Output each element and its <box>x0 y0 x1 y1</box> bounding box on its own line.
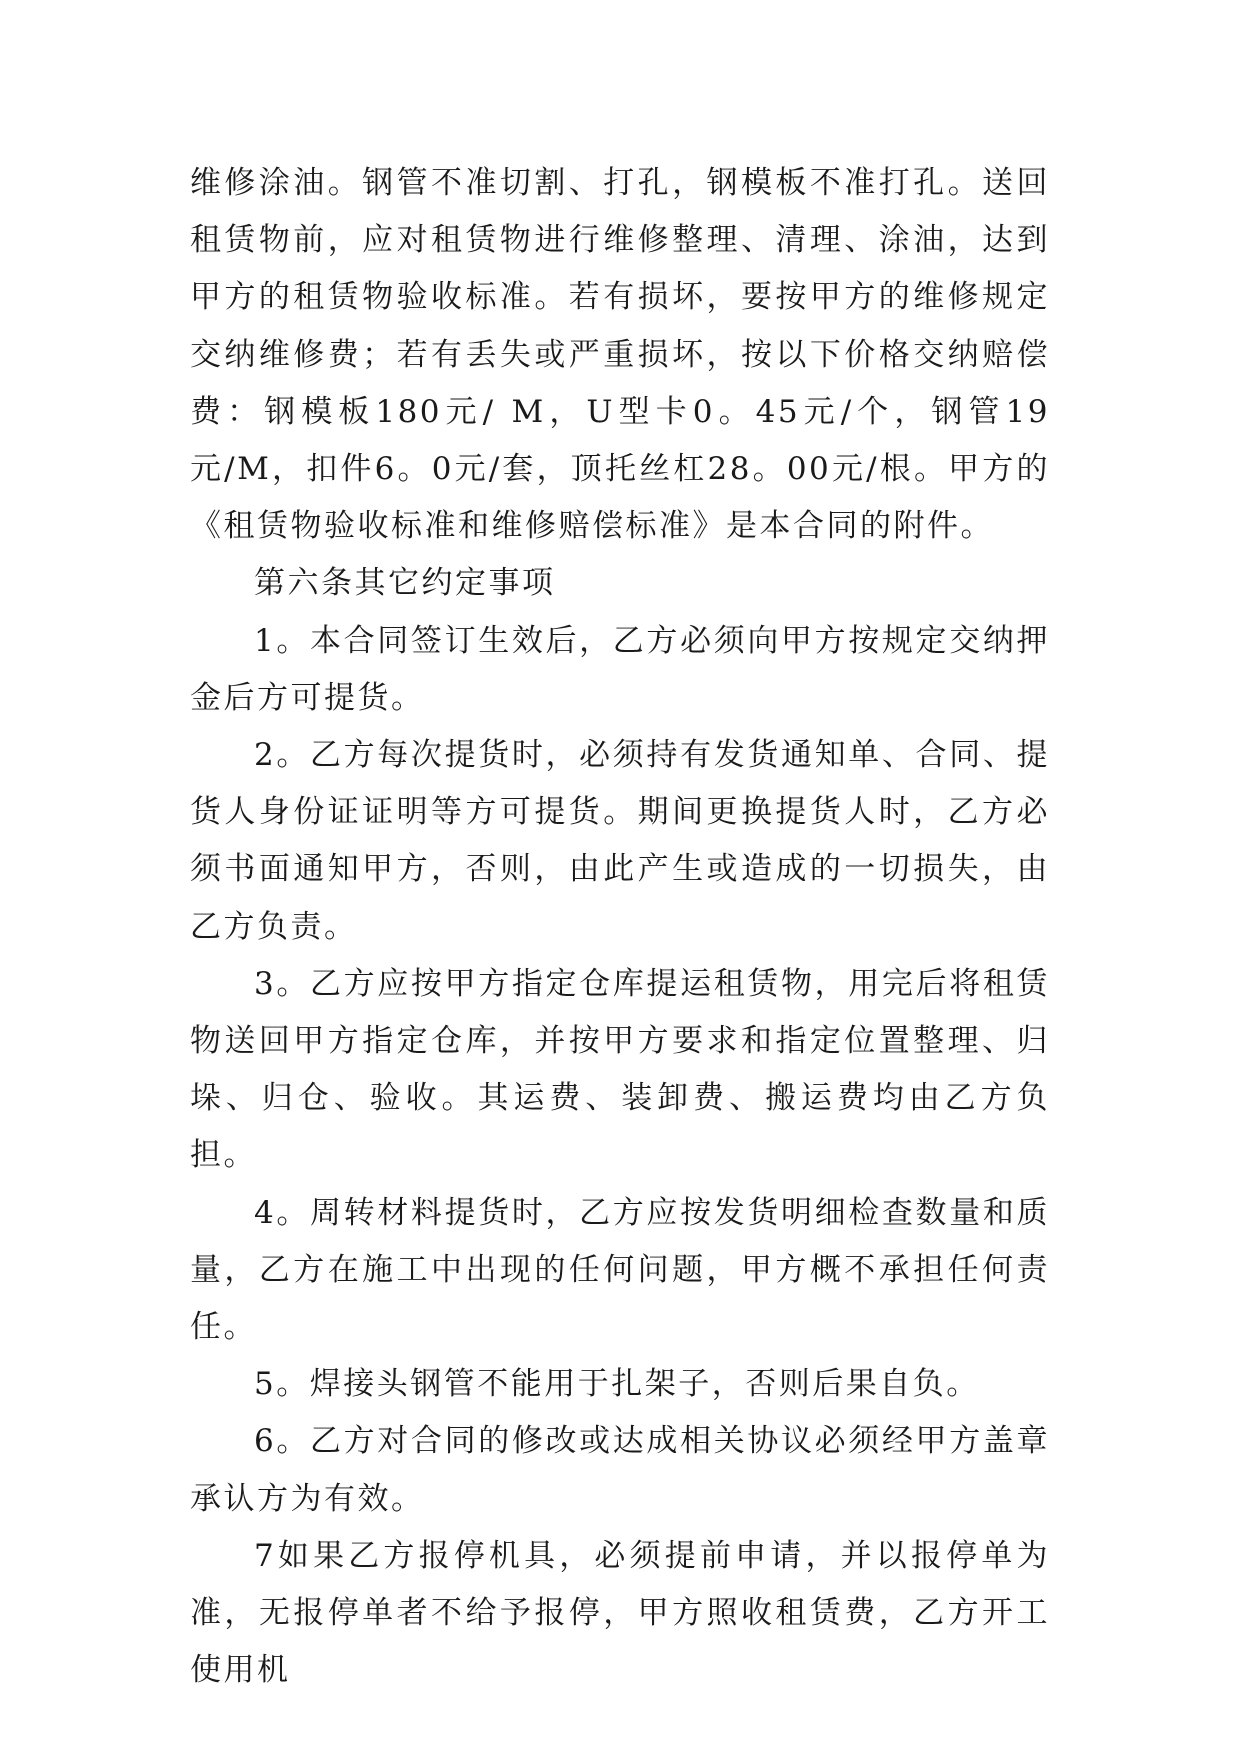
paragraph-clause-4: 4。周转材料提货时，乙方应按发货明细检查数量和质量，乙方在施工中出现的任何问题，甲方概不承担任何责任。 <box>190 1194 1050 1346</box>
paragraph-clause-5: 5。焊接头钢管不能用于扎架子，否则后果自负。 <box>254 1366 980 1403</box>
paragraph-repair-terms: 维修涂油。钢管不准切割、打孔，钢模板不准打孔。送回租赁物前，应对租赁物进行维修整理、清理、涂油，达到甲方的租赁物验收标准。若有损坏，要按甲方的维修规定交纳维修费；若有丢失或严重损坏，按以下价格交纳赔偿费：钢模板180元/ M，U型卡0。45元/个，钢管19元/M，扣件6。0元/套，顶托丝杠28。00元/根。甲方的《租赁物验收标准和维修赔偿标准》是本合同的附件。 <box>190 165 1050 545</box>
section-heading-article-6: 第六条其它约定事项 <box>254 565 556 602</box>
paragraph-clause-1: 1。本合同签订生效后，乙方必须向甲方按规定交纳押金后方可提货。 <box>190 622 1050 716</box>
contract-body <box>190 155 1050 1699</box>
paragraph-clause-2: 2。乙方每次提货时，必须持有发货通知单、合同、提货人身份证证明等方可提货。期间更换提货人时，乙方必须书面通知甲方，否则，由此产生或造成的一切损失，由乙方负责。 <box>190 737 1050 945</box>
paragraph-clause-3: 3。乙方应按甲方指定仓库提运租赁物，用完后将租赁物送回甲方指定仓库，并按甲方要求和指定位置整理、归垛、归仓、验收。其运费、装卸费、搬运费均由乙方负担。 <box>190 965 1050 1174</box>
paragraph-clause-7: 7如果乙方报停机具，必须提前申请，并以报停单为准，无报停单者不给予报停，甲方照收租赁费，乙方开工使用机 <box>190 1537 1050 1689</box>
paragraph-clause-6: 6。乙方对合同的修改或达成相关协议必须经甲方盖章承认方为有效。 <box>190 1423 1050 1517</box>
